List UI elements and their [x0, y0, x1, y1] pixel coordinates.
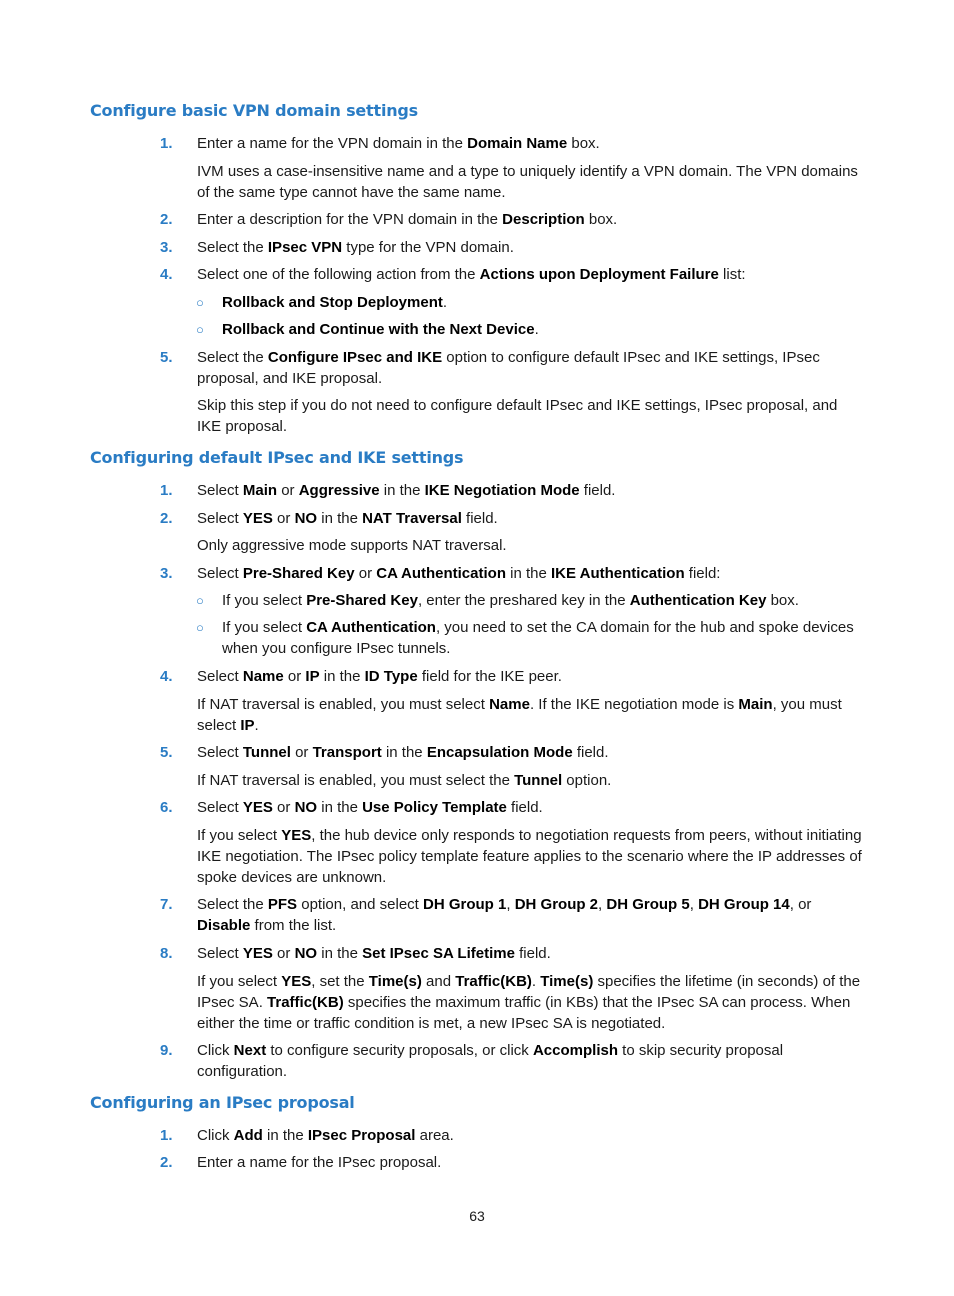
step-number: 7. [160, 896, 173, 913]
page-number: 63 [469, 1208, 485, 1224]
step-note: If you select YES, the hub device only responds to negotiation requests from peers, without initiating IKE negotiation. The IPsec policy template feature applies to the scenario where the IP addresses of spoke devices are unknown. [197, 827, 862, 886]
step-text: Select the IPsec VPN type for the VPN domain. [197, 239, 514, 256]
step-number: 1. [160, 482, 173, 499]
section-heading-ipsec-ike: Configuring default IPsec and IKE settings [90, 448, 464, 467]
bullet-text: Rollback and Continue with the Next Device. [222, 321, 539, 338]
step-number: 9. [160, 1042, 173, 1059]
step-number: 1. [160, 1127, 173, 1144]
step-text: Select YES or NO in the NAT Traversal field. [197, 510, 498, 527]
step-number: 3. [160, 565, 173, 582]
step-number: 1. [160, 135, 173, 152]
step-note: Skip this step if you do not need to configure default IPsec and IKE settings, IPsec proposal, and IKE proposal. [197, 397, 838, 435]
step-note: If NAT traversal is enabled, you must select Name. If the IKE negotiation mode is Main, you must select IP. [197, 696, 842, 734]
step-text: Select YES or NO in the Set IPsec SA Lifetime field. [197, 945, 551, 962]
step-note: IVM uses a case-insensitive name and a type to uniquely identify a VPN domain. The VPN domains of the same type cannot have the same name. [197, 163, 858, 201]
step-number: 6. [160, 799, 173, 816]
step-text: Select Pre-Shared Key or CA Authentication in the IKE Authentication field: [197, 565, 721, 582]
bullet-circle-icon: ○ [196, 620, 204, 635]
step-number: 3. [160, 239, 173, 256]
step-number: 5. [160, 349, 173, 366]
step-text: Enter a description for the VPN domain in the Description box. [197, 211, 618, 228]
bullet-text: If you select CA Authentication, you need to set the CA domain for the hub and spoke devices when you configure IPsec tunnels. [222, 619, 854, 657]
section-heading-ipsec-proposal: Configuring an IPsec proposal [90, 1093, 355, 1112]
step-text: Click Add in the IPsec Proposal area. [197, 1127, 454, 1144]
bullet-circle-icon: ○ [196, 593, 204, 608]
bullet-text: Rollback and Stop Deployment. [222, 294, 448, 311]
step-note: If you select YES, set the Time(s) and Traffic(KB). Time(s) specifies the lifetime (in seconds) of the IPsec SA. Traffic(KB) specifies the maximum traffic (in KBs) that the IPsec SA can process. When either the time or traffic condition is met, a new IPsec SA is negotiated. [197, 973, 861, 1032]
bullet-text: If you select Pre-Shared Key, enter the preshared key in the Authentication Key box. [222, 592, 799, 609]
bullet-circle-icon: ○ [196, 322, 204, 337]
section-heading-basic-vpn: Configure basic VPN domain settings [90, 101, 418, 120]
step-text: Select Main or Aggressive in the IKE Negotiation Mode field. [197, 482, 616, 499]
step-text: Select YES or NO in the Use Policy Template field. [197, 799, 543, 816]
step-text: Select the Configure IPsec and IKE option to configure default IPsec and IKE settings, IPsec proposal, and IKE proposal. [197, 349, 820, 387]
step-text: Enter a name for the IPsec proposal. [197, 1154, 442, 1171]
step-note: If NAT traversal is enabled, you must select the Tunnel option. [197, 772, 612, 789]
step-number: 8. [160, 945, 173, 962]
bullet-circle-icon: ○ [196, 295, 204, 310]
step-number: 2. [160, 1154, 173, 1171]
step-number: 2. [160, 211, 173, 228]
step-text: Click Next to configure security proposals, or click Accomplish to skip security proposal configuration. [197, 1042, 784, 1080]
step-text: Select one of the following action from the Actions upon Deployment Failure list: [197, 266, 746, 283]
step-text: Select Tunnel or Transport in the Encapsulation Mode field. [197, 744, 609, 761]
step-number: 4. [160, 266, 173, 283]
step-number: 4. [160, 668, 173, 685]
step-number: 2. [160, 510, 173, 527]
step-text: Select Name or IP in the ID Type field for the IKE peer. [197, 668, 562, 685]
step-note: Only aggressive mode supports NAT traversal. [197, 537, 507, 554]
step-number: 5. [160, 744, 173, 761]
step-text: Enter a name for the VPN domain in the Domain Name box. [197, 135, 600, 152]
step-text: Select the PFS option, and select DH Group 1, DH Group 2, DH Group 5, DH Group 14, or Disable from the list. [197, 896, 812, 934]
